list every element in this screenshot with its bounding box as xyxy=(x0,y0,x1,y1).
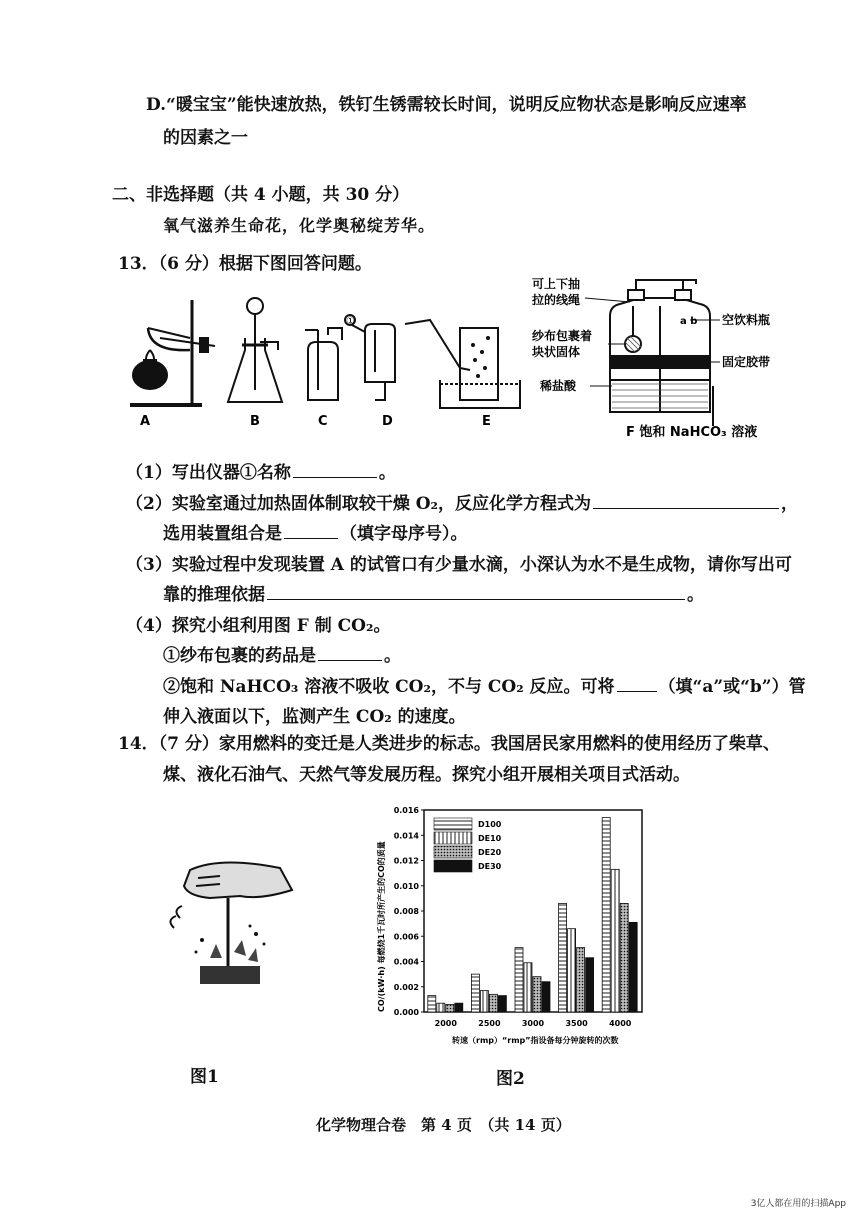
answer-blank-5[interactable] xyxy=(318,642,382,661)
label-c: C xyxy=(318,414,328,429)
q13-sub4-1: ①纱布包裹的药品是 。 xyxy=(163,641,401,666)
apparatus-figure xyxy=(120,290,540,430)
bar-de10-3500 xyxy=(568,929,576,1012)
label-e: E xyxy=(482,414,491,429)
y-tick-label: 0.002 xyxy=(393,982,419,992)
q14-line2: 煤、液化石油气、天然气等发展历程。探究小组开展相关项目式活动。 xyxy=(163,765,690,785)
option-d-line2: 的因素之一 xyxy=(163,128,248,148)
bar-de20-2000 xyxy=(446,1004,454,1012)
section-heading: 二、非选择题（共 4 小题，共 30 分） xyxy=(112,185,410,205)
page-footer: 化学物理合卷 第 4 页 （共 14 页） xyxy=(316,1116,571,1134)
bar-de30-3000 xyxy=(542,982,550,1012)
fig1-caption: 图1 xyxy=(190,1067,219,1087)
f-label-gauze-2: 块状固体 xyxy=(532,345,581,359)
q14-line1: 14．（7 分）家用燃料的变迁是人类进步的标志。我国居民家用燃料的使用经历了柴草、 xyxy=(118,734,780,754)
y-tick-label: 0.012 xyxy=(393,856,419,866)
bar-de20-3000 xyxy=(533,977,541,1012)
f-label-bottle: 空饮料瓶 xyxy=(722,313,771,327)
answer-blank-1[interactable] xyxy=(293,459,377,478)
label-d: D xyxy=(382,414,393,429)
x-tick-label: 4000 xyxy=(609,1019,632,1028)
legend-swatch-de20 xyxy=(434,846,472,858)
x-tick-label: 2000 xyxy=(434,1019,457,1028)
f-label-ab: a b xyxy=(680,316,698,327)
section-subtitle: 氧气滋养生命花，化学奥秘绽芳华。 xyxy=(163,216,436,235)
y-tick-label: 0.000 xyxy=(393,1008,419,1017)
bar-de30-2500 xyxy=(498,996,506,1012)
bar-de20-3500 xyxy=(577,948,585,1012)
q13-sub4-2b: 伸入液面以下，监测产生 CO₂ 的速度。 xyxy=(163,707,466,727)
answer-blank-2[interactable] xyxy=(593,490,779,509)
bar-d100-3500 xyxy=(559,903,567,1012)
q13-sub1: （1）写出仪器①名称 。 xyxy=(126,458,396,483)
bar-de30-3500 xyxy=(586,958,594,1012)
figure-f xyxy=(530,276,790,446)
bar-de10-2500 xyxy=(480,991,488,1012)
legend-label-de30: DE30 xyxy=(478,862,502,871)
f-label-string-2: 拉的线绳 xyxy=(532,293,581,307)
answer-blank-4[interactable] xyxy=(267,581,685,600)
circle-one-marker: ① xyxy=(346,316,355,327)
bar-de30-2000 xyxy=(455,1003,463,1012)
figure1-illustration xyxy=(160,848,300,988)
bar-d100-4000 xyxy=(602,818,610,1012)
bar-de10-4000 xyxy=(611,869,619,1012)
x-tick-label: 3000 xyxy=(521,1019,545,1028)
f-label-string-1: 可上下抽 xyxy=(532,277,581,291)
y-tick-label: 0.006 xyxy=(393,932,419,942)
f-caption: F 饱和 NaHCO₃ 溶液 xyxy=(626,425,758,440)
q13-sub3a: （3）实验过程中发现装置 A 的试管口有少量水滴，小深认为水不是生成物，请你写出可 xyxy=(126,555,792,575)
y-tick-label: 0.008 xyxy=(393,907,419,916)
y-tick-label: 0.014 xyxy=(393,831,419,841)
bar-de30-4000 xyxy=(629,922,637,1012)
bar-de10-3000 xyxy=(524,963,532,1012)
f-label-tape: 固定胶带 xyxy=(722,355,771,369)
legend-swatch-de30 xyxy=(434,860,472,872)
legend-label-de20: DE20 xyxy=(478,848,502,857)
scanner-watermark: 3亿人都在用的扫描App xyxy=(750,1199,846,1209)
y-tick-label: 0.004 xyxy=(393,957,419,967)
f-label-gauze-1: 纱布包裹着 xyxy=(532,329,593,343)
legend-swatch-de10 xyxy=(434,832,472,844)
q13-sub4: （4）探究小组利用图 F 制 CO₂。 xyxy=(126,616,391,636)
q13-sub4-2a: ②饱和 NaHCO₃ 溶液不吸收 CO₂，不与 CO₂ 反应。可将 （填“a”或“b”）管 xyxy=(163,672,806,697)
y-tick-label: 0.010 xyxy=(393,881,419,891)
bar-d100-2000 xyxy=(428,996,436,1012)
answer-blank-6[interactable] xyxy=(617,673,657,692)
bar-d100-2500 xyxy=(471,974,479,1012)
q13-sub2a: （2）实验室通过加热固体制取较干燥 O₂，反应化学方程式为 ， xyxy=(126,489,798,514)
x-tick-label: 2500 xyxy=(478,1019,501,1028)
x-tick-label: 3500 xyxy=(565,1019,588,1028)
chart-xlabel: 转速（rmp）“rmp”指设备每分钟旋转的次数 xyxy=(452,1036,619,1045)
bar-de20-4000 xyxy=(620,903,628,1012)
bar-de10-2000 xyxy=(437,1003,445,1012)
q13-sub3b: 靠的推理依据 。 xyxy=(163,580,704,605)
q13-sub2b: 选用装置组合是 （填字母序号）。 xyxy=(163,519,468,544)
label-a: A xyxy=(140,414,151,429)
legend-label-de10: DE10 xyxy=(478,834,502,843)
chart-ylabel: CO/(kW·h) 每燃烧1千瓦时所产生的CO的质量 xyxy=(377,841,386,1012)
legend-swatch-d100 xyxy=(434,818,472,830)
legend-label-d100: D100 xyxy=(478,820,502,829)
fig2-caption: 图2 xyxy=(496,1069,525,1089)
fig2-bar-chart xyxy=(362,800,662,1050)
f-label-acid: 稀盐酸 xyxy=(540,379,577,393)
option-d-line1: D.“暖宝宝”能快速放热，铁钉生锈需较长时间，说明反应物状态是影响反应速率 xyxy=(146,95,747,115)
answer-blank-3[interactable] xyxy=(284,520,338,539)
y-tick-label: 0.016 xyxy=(393,806,419,815)
label-b: B xyxy=(250,414,260,429)
bar-de20-2500 xyxy=(489,994,497,1012)
q13-title: 13．（6 分）根据下图回答问题。 xyxy=(118,254,372,274)
bar-d100-3000 xyxy=(515,948,523,1012)
